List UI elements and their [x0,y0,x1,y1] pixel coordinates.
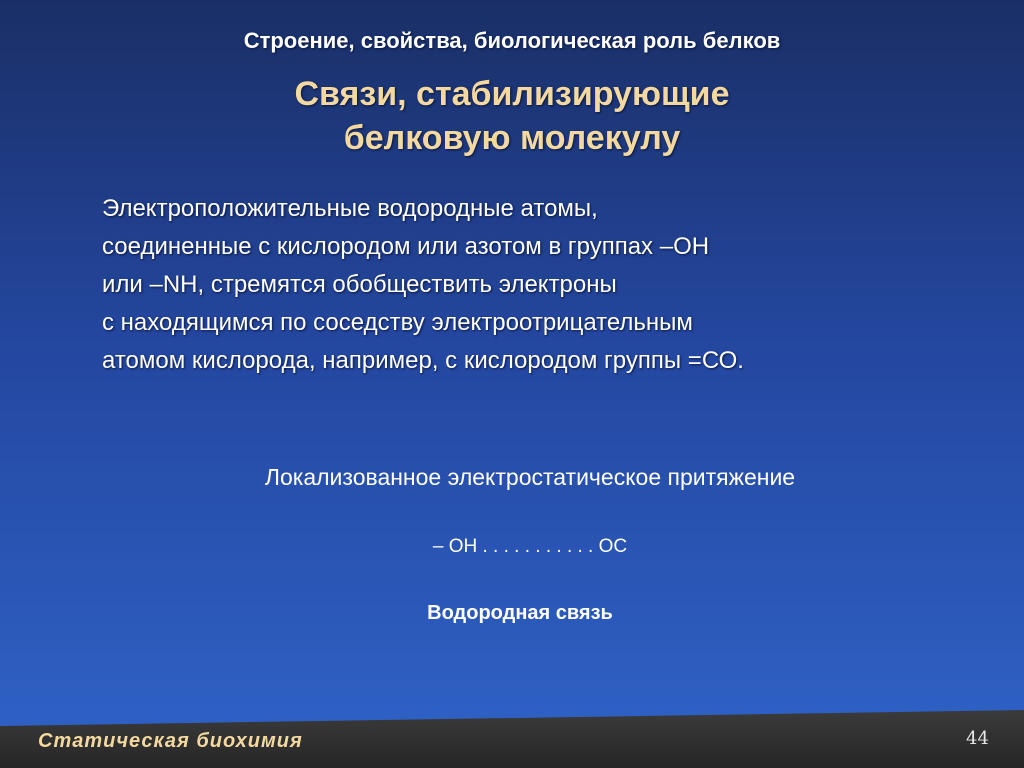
attraction-label: Локализованное электростатическое притяжение [264,464,796,490]
body-line-2: соединенные с кислородом или азотом в группах –ОН [102,233,710,260]
section-title [0,72,1024,160]
header-title: Строение, свойства, биологическая роль белков [243,28,781,53]
section-title-line-1: Связи, стабилизирующие [294,75,730,113]
body-line-5: атомом кислорода, например, с кислородом группы =СО. [102,347,744,374]
body-line-3: или –NH, стремятся обобществить электроны [102,271,617,298]
body-line-1: Электроположительные водородные атомы, [102,195,598,222]
hydrogen-bond-formula: – OH . . . . . . . . . . . OC [432,536,628,557]
bond-name: Водородная связь [427,602,613,624]
body-line-4: с находящимся по соседству электроотрицательным [102,309,693,336]
section-title-line-2: белковую молекулу [343,119,681,157]
page-number: 44 [966,728,989,749]
footer-label: Статическая биохимия [38,730,303,752]
body-paragraph [102,190,942,380]
